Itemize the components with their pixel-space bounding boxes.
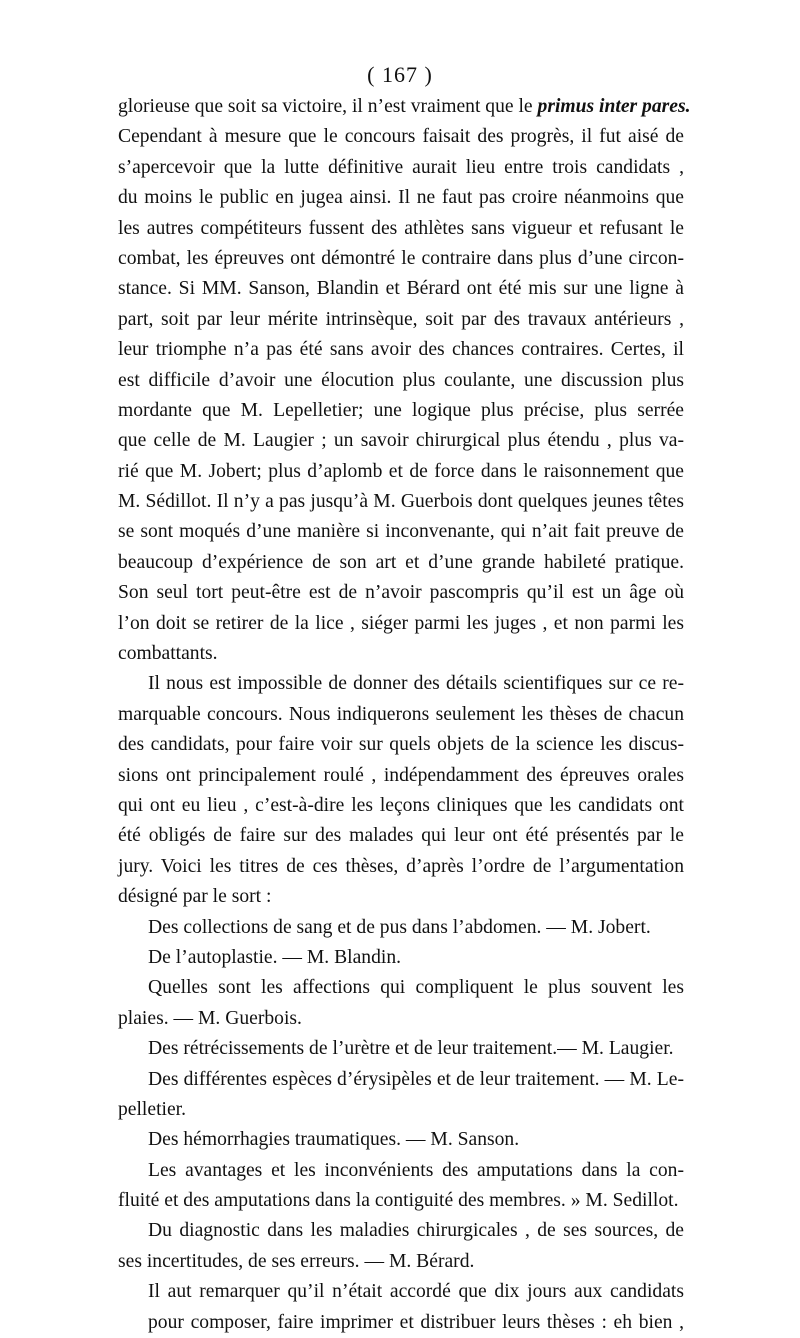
text-line: Du diagnostic dans les maladies chirurgicales , de ses sources, de (148, 1220, 684, 1242)
paragraph (118, 669, 684, 912)
text-line: combat, les épreuves ont démontré le contraire dans plus d’une circon- (118, 247, 684, 269)
text-line: du moins le public en jugea ainsi. Il ne faut pas croire néanmoins que (118, 187, 684, 209)
text-line: été obligés de faire sur des malades qui leur ont été présentés par le (118, 825, 684, 847)
text-line: sions ont principalement roulé , indépendamment des épreuves orales (118, 764, 684, 786)
text-line: s’apercevoir que la lutte définitive aurait lieu entre trois candidats , (118, 156, 684, 178)
page-number: ( 167 ) (367, 62, 433, 87)
body-text (118, 92, 691, 1338)
paragraph (118, 913, 684, 943)
paragraph (118, 1277, 684, 1338)
text-line: marquable concours. Nous indiquerons seulement les thèses de chacun (118, 703, 684, 725)
text-line: ses incertitudes, de ses erreurs. — M. Bérard. (118, 1250, 475, 1272)
text-line: beaucoup d’expérience de son art et d’une grande habileté pratique. (118, 551, 684, 573)
text-line: jury. Voici les titres de ces thèses, d’après l’ordre de l’argumentation (118, 855, 684, 877)
text-line: rié que M. Jobert; plus d’aplomb et de force dans le raisonnement que (118, 460, 684, 482)
text-run: glorieuse que soit sa victoire, il n’est vraiment que le (118, 96, 538, 117)
paragraph (118, 1125, 684, 1155)
text-line: Des différentes espèces d’érysipèles et de leur traitement. — M. Le- (148, 1068, 684, 1090)
paragraph (118, 1156, 684, 1217)
text-line: plaies. — M. Guerbois. (118, 1007, 302, 1029)
paragraph (118, 1216, 684, 1277)
text-line: Des hémorrhagies traumatiques. — M. Sanson. (148, 1129, 520, 1151)
text-line: désigné par le sort : (118, 886, 272, 908)
text-line: mordante que M. Lepelletier; une logique plus précise, plus serrée (118, 399, 684, 421)
paragraph (118, 1065, 684, 1126)
text-line: Des rétrécissements de l’urètre et de leur traitement.— M. Laugier. (148, 1038, 674, 1060)
text-line: Les avantages et les inconvénients des amputations dans la con- (148, 1159, 684, 1181)
text-line: des candidats, pour faire voir sur quels objets de la science les discus- (118, 734, 684, 756)
text-line (118, 92, 691, 122)
text-line: De l’autoplastie. — M. Blandin. (148, 946, 402, 968)
paragraph (118, 1034, 684, 1064)
text-line: Quelles sont les affections qui compliquent le plus souvent les (148, 977, 684, 999)
text-line: qui ont eu lieu , c’est-à-dire les leçons cliniques que les candidats ont (118, 794, 684, 816)
text-line: Des collections de sang et de pus dans l’abdomen. — M. Jobert. (148, 916, 651, 938)
text-line: est difficile d’avoir une élocution plus coulante, une discussion plus (118, 369, 684, 391)
text-line: Son seul tort peut-être est de n’avoir pascompris qu’il est un âge où (118, 582, 684, 604)
text-line: stance. Si MM. Sanson, Blandin et Bérard ont été mis sur une ligne à (118, 278, 684, 300)
text-line: les autres compétiteurs fussent des athlètes sans vigueur et refusant le (118, 217, 684, 239)
text-line: pelletier. (118, 1098, 187, 1120)
text-line: que celle de M. Laugier ; un savoir chirurgical plus étendu , plus va- (118, 430, 684, 452)
paragraph (118, 943, 684, 973)
text-line: fluité et des amputations dans la contiguité des membres. » M. Sedillot. (118, 1190, 679, 1212)
text-line: part, soit par leur mérite intrinsèque, soit par des travaux antérieurs , (118, 308, 684, 330)
text-line: se sont moqués d’une manière si inconvenante, qui n’ait fait preuve de (118, 521, 684, 543)
text-line: pour composer, faire imprimer et distribuer leurs thèses : eh bien , (148, 1311, 684, 1333)
text-line: l’on doit se retirer de la lice , siéger parmi les juges , et non parmi les (118, 612, 684, 634)
text-line: M. Sédillot. Il n’y a pas jusqu’à M. Guerbois dont quelques jeunes têtes (118, 491, 684, 513)
text-line: Il nous est impossible de donner des détails scientifiques sur ce re- (148, 673, 684, 695)
paragraph (118, 92, 691, 669)
text-line: leur triomphe n’a pas été sans avoir des chances contraires. Certes, il (118, 339, 684, 361)
text-line: Il aut remarquer qu’il n’était accordé que dix jours aux candidats (148, 1281, 684, 1303)
text-line: combattants. (118, 643, 218, 665)
emphasized-text: primus inter pares. (537, 96, 691, 117)
paragraph (118, 973, 684, 1034)
text-line: Cependant à mesure que le concours faisait des progrès, il fut aisé de (118, 126, 684, 148)
